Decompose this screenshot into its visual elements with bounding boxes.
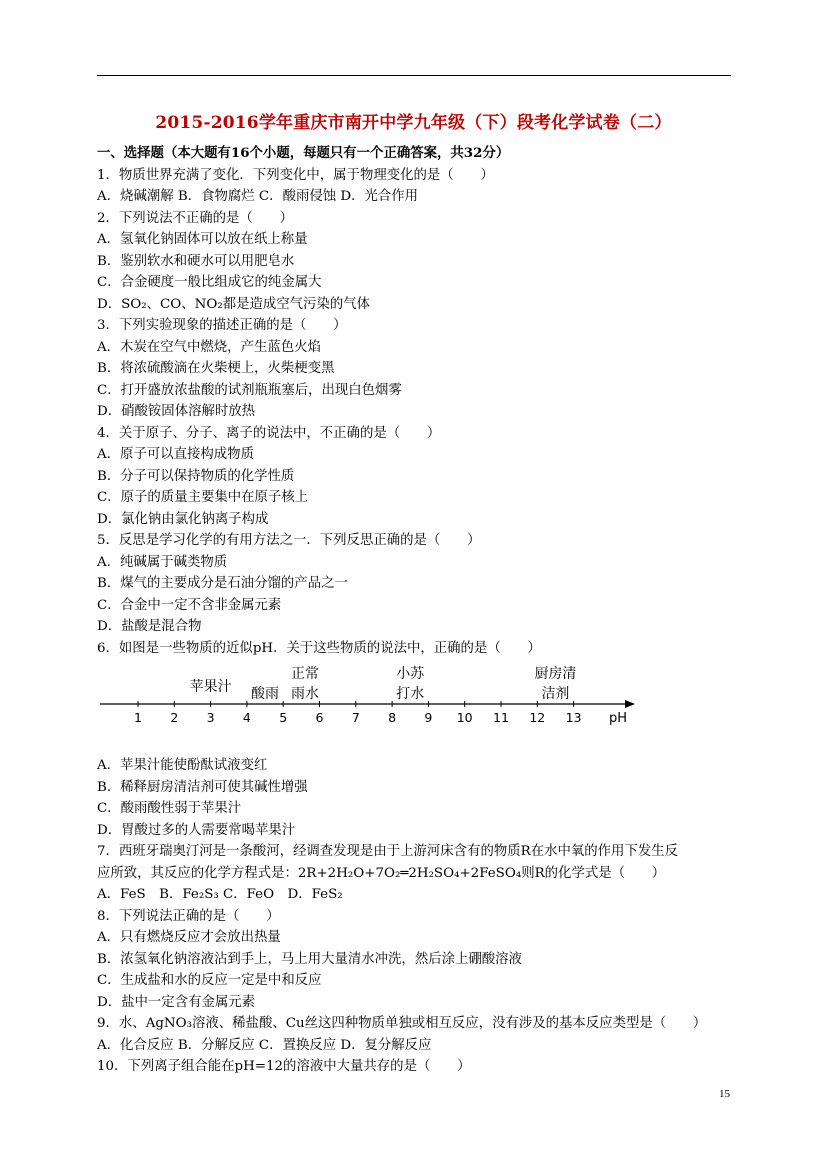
header-rule xyxy=(97,75,731,76)
page-number: 15 xyxy=(719,1088,730,1100)
question-body xyxy=(97,143,747,1078)
text-line: 8．下列说法正确的是（ ） xyxy=(97,908,280,924)
text-line: A．FeS B．Fe₂S₃ C．FeO D．FeS₂ xyxy=(97,887,343,902)
ph-item-label: 正常 xyxy=(290,666,319,682)
tick-label: 2 xyxy=(170,710,179,725)
text-line: 10．下列离子组合能在pH=12的溶液中大量共存的是（ ） xyxy=(97,1059,471,1074)
tick-label: 6 xyxy=(315,710,324,725)
text-line: 3．下列实验现象的描述正确的是（ ） xyxy=(97,318,347,333)
tick-label: 10 xyxy=(456,710,473,725)
text-line: D．盐中一定含有金属元素 xyxy=(97,994,256,1010)
text-line: A．木炭在空气中燃烧，产生蓝色火焰 xyxy=(97,339,321,355)
text-line: D．SO₂、CO、NO₂都是造成空气污染的气体 xyxy=(97,296,371,312)
tick-label: 3 xyxy=(206,710,215,725)
text-line: 5．反思是学习化学的有用方法之一．下列反思正确的是（ ） xyxy=(97,533,481,548)
text-line: 6．如图是一些物质的近似pH．关于这些物质的说法中，正确的是（ ） xyxy=(97,640,541,656)
tick-label: 9 xyxy=(424,710,433,725)
tick-label: 5 xyxy=(279,710,288,725)
text-line: D．硝酸铵固体溶解时放热 xyxy=(97,404,256,419)
text-line: A．氢氧化钠固体可以放在纸上称量 xyxy=(97,232,308,247)
text-line: D．氯化钠由氯化钠离子构成 xyxy=(97,511,269,527)
text-line: B．煤气的主要成分是石油分馏的产品之一 xyxy=(97,576,348,591)
text-line: C．打开盛放浓盐酸的试剂瓶瓶塞后，出现白色烟雾 xyxy=(97,382,402,398)
text-line: A．原子可以直接构成物质 xyxy=(97,447,254,462)
axis-arrow xyxy=(625,700,635,708)
tick-label: 4 xyxy=(242,710,251,725)
text-line: C．生成盐和水的反应一定是中和反应 xyxy=(97,973,322,988)
text-line: A．纯碱属于碱类物质 xyxy=(97,554,228,570)
ph-item-label: 打水 xyxy=(396,686,425,702)
ph-item-label: 小苏 xyxy=(396,666,425,682)
text-line: A．苹果汁能使酚酞试液变红 xyxy=(97,758,268,773)
text-line: D．盐酸是混合物 xyxy=(97,619,202,634)
text-line: D．胃酸过多的人需要常喝苹果汁 xyxy=(97,822,296,838)
text-line: B．将浓硫酸滴在火柴梗上，火柴梗变黑 xyxy=(97,361,335,376)
axis-label: pH xyxy=(609,711,628,726)
text-line: B．分子可以保持物质的化学性质 xyxy=(97,468,295,484)
text-line: B．浓氢氧化钠溶液沾到手上，马上用大量清水冲洗，然后涂上硼酸溶液 xyxy=(97,951,522,967)
ph-item-label: 酸雨 xyxy=(251,686,280,702)
text-line: 4．关于原子、分子、离子的说法中，不正确的是（ ） xyxy=(97,425,441,441)
text-line: A．烧碱潮解 B．食物腐烂 C．酸雨侵蚀 D．光合作用 xyxy=(97,189,419,204)
text-line: A．化合反应 B．分解反应 C．置换反应 D．复分解反应 xyxy=(97,1037,432,1053)
text-line: 7．西班牙瑞奥汀河是一条酸河，经调查发现是由于上游河床含有的物质R在水中氧的作用下发生反 xyxy=(97,844,679,859)
text-line: C．酸雨酸性弱于苹果汁 xyxy=(97,801,242,816)
text-line: C．原子的质量主要集中在原子核上 xyxy=(97,490,309,505)
text-line: B．稀释厨房清洁剂可使其碱性增强 xyxy=(97,779,308,795)
ph-item-label: 苹果汁 xyxy=(189,679,232,695)
page-title: 2015-2016学年重庆市南开中学九年级（下）段考化学试卷（二） xyxy=(155,113,672,133)
section-heading: 一、选择题（本大题有16个小题，每题只有一个正确答案，共32分） xyxy=(97,145,510,161)
text-line: B．鉴别软水和硬水可以用肥皂水 xyxy=(97,253,295,269)
tick-label: 11 xyxy=(493,710,509,725)
tick-label: 13 xyxy=(565,710,582,725)
text-line: C．合金中一定不含非金属元素 xyxy=(97,597,282,613)
text-line: A．只有燃烧反应才会放出热量 xyxy=(97,930,281,945)
text-line: 应所致，其反应的化学方程式是：2R+2H₂O+7O₂═2H₂SO₄+2FeSO₄则R的化学式是（ ） xyxy=(97,865,666,881)
tick-label: 7 xyxy=(351,710,360,725)
text-line: 1．物质世界充满了变化．下列变化中，属于物理变化的是（ ） xyxy=(97,167,494,183)
text-line: C．合金硬度一般比组成它的纯金属大 xyxy=(97,275,322,290)
question-list xyxy=(97,165,747,660)
tick-label: 1 xyxy=(134,710,142,725)
text-line: 2．下列说法不正确的是（ ） xyxy=(97,210,293,226)
question-list-continued xyxy=(97,755,747,1078)
text-line: 9．水、AgNO₃溶液、稀盐酸、Cu丝这四种物质单独或相互反应，没有涉及的基本反应类型是（ ） xyxy=(97,1016,707,1031)
ph-item-label: 厨房清 xyxy=(534,666,577,682)
tick-label: 12 xyxy=(529,710,546,725)
ph-number-line-chart xyxy=(97,664,657,732)
tick-label: 8 xyxy=(388,710,397,725)
ph-item-label: 雨水 xyxy=(290,686,319,702)
ph-item-label: 洁剂 xyxy=(541,686,570,702)
